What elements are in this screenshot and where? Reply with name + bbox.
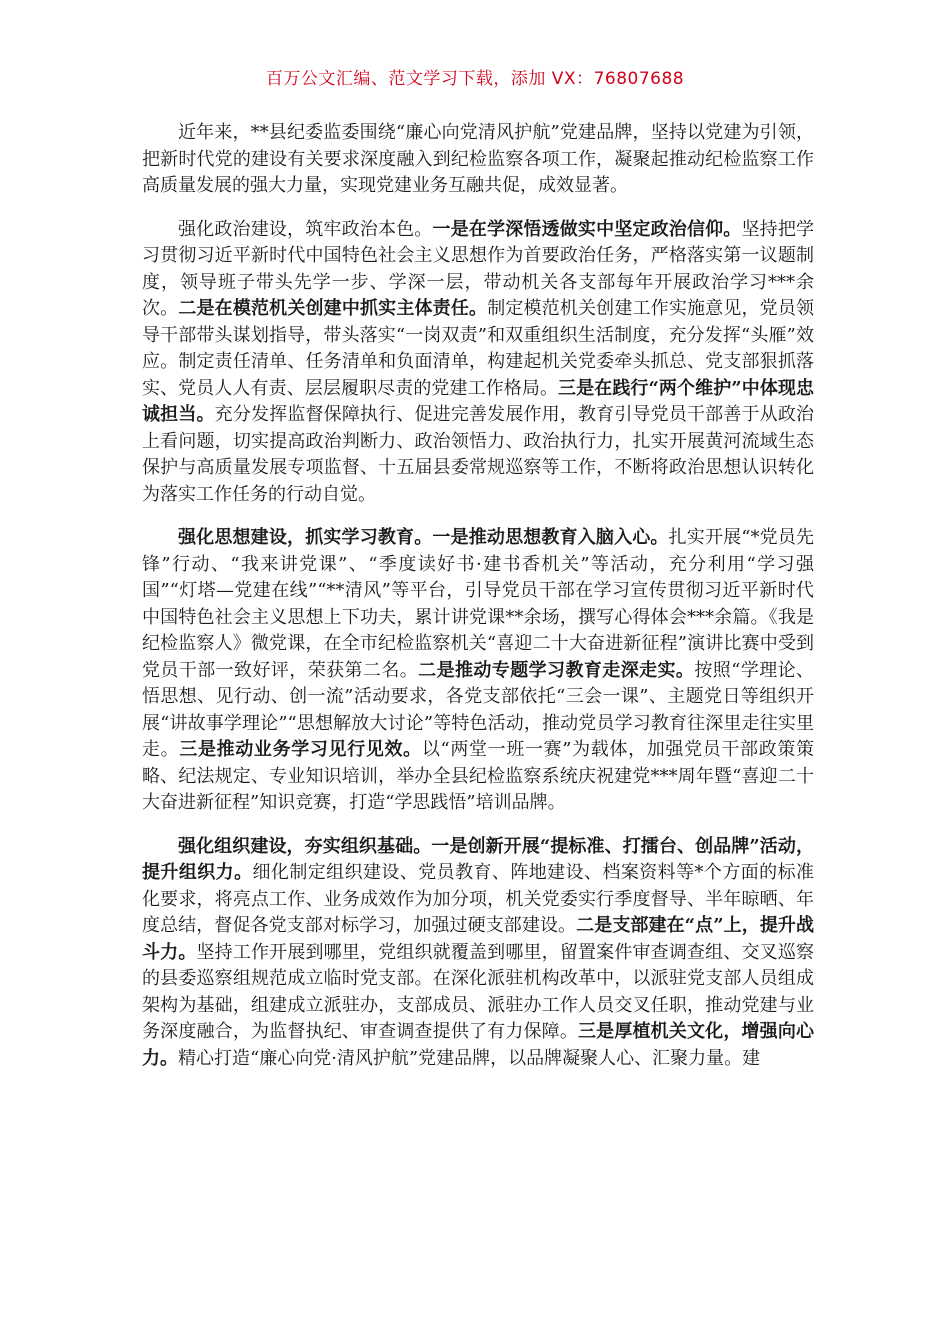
text-segment: 按照“学理论、悟思想、见行动、创一流”活动要求，各党支部依托“三会一课”、主题党日等组织开展“讲故事学理论”“思想解放大讨论”等特色活动，推动党员学习教育往深里走往实里走。 — [142, 659, 815, 760]
bold-heading: 一是在学深悟透做实中坚定政治信仰。 — [432, 218, 742, 240]
text-segment: 细化制定组织建设、党员教育、阵地建设、档案资料等*个方面的标准化要求，将亮点工作、业务成效作为加分项，机关党委实行季度督导、半年晾晒、年度总结，督促各党支部对标学习，加强过硬支部建设。 — [142, 862, 814, 936]
text-segment: 近年来，**县纪委监委围绕“廉心向党清风护航”党建品牌，坚持以党建为引领，把新时代党的建设有关要求深度融入到纪检监察各项工作，凝聚起推动纪检监察工作高质量发展的强大力量，实现党建业务互融共促，成效显著。 — [142, 122, 814, 196]
paragraph-ideological — [142, 525, 814, 817]
bold-heading: 二是推动专题学习教育走深走实。 — [418, 659, 695, 681]
paragraph-intro — [142, 120, 814, 200]
watermark-header: 百万公文汇编、范文学习下载，添加 VX：76807688 — [265, 69, 685, 89]
text-segment: 制定模范机关创建工作实施意见，党员领导干部带头谋划指导，带头落实“一岗双责”和双重组织生活制度，充分发挥“头雁”效应。制定责任清单、任务清单和负面清单，构建起机关党委牵头抓总、党支部狠抓落实、党员人人有责、层层履职尽责的党建工作格局。 — [142, 298, 815, 399]
text-segment: 精心打造“廉心向党·清风护航”党建品牌，以品牌凝聚人心、汇聚力量。建 — [178, 1047, 761, 1069]
bold-heading: 三是推动业务学习见行见效。 — [179, 739, 422, 760]
paragraph-organizational — [142, 834, 814, 1073]
paragraph-political — [142, 217, 814, 509]
bold-heading: 强化组织建设，夯实组织基础。一是创新开展“提标准、打擂台、创品牌”活动，提升组织力。 — [142, 835, 814, 883]
text-segment: 坚持把学习贯彻习近平新时代中国特色社会主义思想作为首要政治任务，严格落实第一议题制度，领导班子带头先学一步、学深一层，带动机关各支部每年开展政治学习***余次。 — [142, 218, 815, 319]
bold-heading: 三是厚植机关文化，增强向心力。 — [142, 1021, 814, 1069]
text-segment: 强化政治建设，筑牢政治本色。 — [178, 218, 433, 240]
text-segment: 扎实开展“*党员先锋”行动、“我来讲党课”、“季度读好书·建书香机关”等活动，充分利用“学习强国”“灯塔—党建在线”“**清风”等平台，引导党员干部在学习宣传贯彻习近平新时代中国特色社会主义思想上下功夫，累计讲党课**余场，撰写心得体会***余篇。《我是纪检监察人》微党课，在全市纪检监察机关“喜迎二十大奋进新征程”演讲比赛中受到党员干部一致好评，荣获第二名。 — [142, 527, 815, 681]
bold-heading: 强化思想建设，抓实学习教育。一是推动思想教育入脑入心。 — [178, 527, 669, 548]
document-body — [142, 120, 814, 1089]
bold-heading: 二是支部建在“点”上，提升战斗力。 — [142, 915, 814, 963]
text-segment: 以“两堂一班一赛”为载体，加强党员干部政策策略、纪法规定、专业知识培训，举办全县纪检监察系统庆祝建党***周年暨“喜迎二十大奋进新征程”知识竞赛，打造“学思践悟”培训品牌。 — [142, 739, 815, 813]
bold-heading: 二是在模范机关创建中抓实主体责任。 — [178, 298, 488, 319]
bold-heading: 三是在践行“两个维护”中体现忠诚担当。 — [142, 377, 814, 425]
text-segment: 充分发挥监督保障执行、促进完善发展作用，教育引导党员干部善于从政治上看问题，切实提高政治判断力、政治领悟力、政治执行力，扎实开展黄河流域生态保护与高质量发展专项监督、十五届县委常规巡察等工作，不断将政治思想认识转化为落实工作任务的行动自觉。 — [142, 404, 815, 505]
text-segment: 坚持工作开展到哪里，党组织就覆盖到哪里，留置案件审查调查组、交叉巡察的县委巡察组规范成立临时党支部。在深化派驻机构改革中，以派驻党支部人员组成架构为基础，组建成立派驻办，支部成员、派驻办工作人员交叉任职，推动党建与业务深度融合，为监督执纪、审查调查提供了有力保障。 — [142, 941, 814, 1042]
